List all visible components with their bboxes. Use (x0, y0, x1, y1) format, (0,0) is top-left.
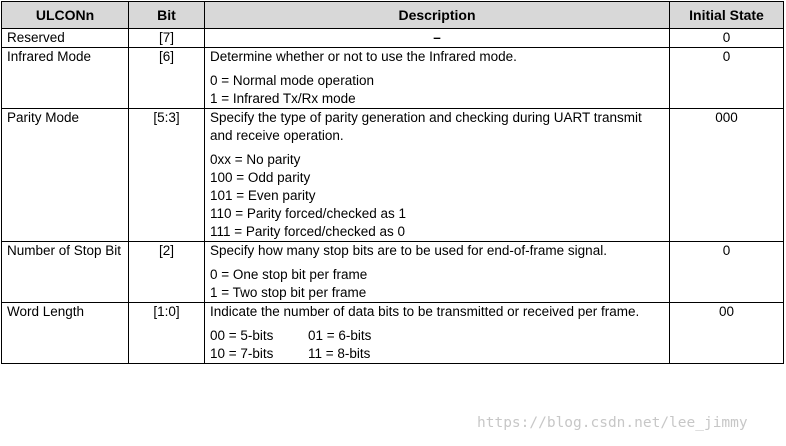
option-line: 0xx = No parity (210, 152, 301, 167)
option-line: 100 = Odd parity (210, 170, 311, 185)
row-description (205, 48, 670, 109)
row-initial-state: 000 (670, 109, 784, 242)
row-bit: [7] (129, 29, 205, 48)
option-line: 1 = Two stop bit per frame (210, 285, 367, 300)
row-bit: [2] (129, 242, 205, 303)
header-description: Description (205, 2, 670, 29)
option-line: 01 = 6-bits (308, 328, 372, 343)
header-bit: Bit (129, 2, 205, 29)
option-line: 10 = 7-bits (210, 346, 274, 361)
row-initial-state: 00 (670, 303, 784, 364)
row-initial-state: 0 (670, 29, 784, 48)
description-intro: Specify the type of parity generation and checking during UART transmit and receive operation. (210, 110, 642, 143)
option-line: 00 = 5-bits (210, 328, 274, 343)
option-line: 111 = Parity forced/checked as 0 (210, 224, 405, 239)
ulcon-register-table (1, 1, 784, 364)
word-length-options (210, 327, 664, 363)
description-intro: Indicate the number of data bits to be transmitted or received per frame. (210, 304, 640, 319)
row-initial-state: 0 (670, 48, 784, 109)
row-description (205, 109, 670, 242)
header-ulconn: ULCONn (2, 2, 129, 29)
row-initial-state: 0 (670, 242, 784, 303)
table-row (2, 29, 784, 48)
row-name: Infrared Mode (2, 48, 129, 109)
option-line: 11 = 8-bits (308, 346, 371, 361)
row-name: Parity Mode (2, 109, 129, 242)
watermark-url: https://blog.csdn.net/lee_jimmy (477, 415, 748, 431)
header-initial-state: Initial State (670, 2, 784, 29)
row-bit: [5:3] (129, 109, 205, 242)
description-intro: Determine whether or not to use the Infrared mode. (210, 49, 517, 64)
row-name: Reserved (2, 29, 129, 48)
row-bit: [6] (129, 48, 205, 109)
row-description: – (205, 29, 670, 48)
option-line: 101 = Even parity (210, 188, 316, 203)
option-line: 110 = Parity forced/checked as 1 (210, 206, 406, 221)
option-line: 1 = Infrared Tx/Rx mode (210, 91, 356, 106)
row-description (205, 242, 670, 303)
row-name: Word Length (2, 303, 129, 364)
table-row (2, 48, 784, 109)
row-description (205, 303, 670, 364)
table-row (2, 109, 784, 242)
table-row (2, 303, 784, 364)
table-header-row (2, 2, 784, 29)
option-line: 0 = Normal mode operation (210, 73, 374, 88)
option-line: 0 = One stop bit per frame (210, 267, 368, 282)
table-row (2, 242, 784, 303)
row-name: Number of Stop Bit (2, 242, 129, 303)
description-intro: Specify how many stop bits are to be used for end-of-frame signal. (210, 243, 607, 258)
row-bit: [1:0] (129, 303, 205, 364)
